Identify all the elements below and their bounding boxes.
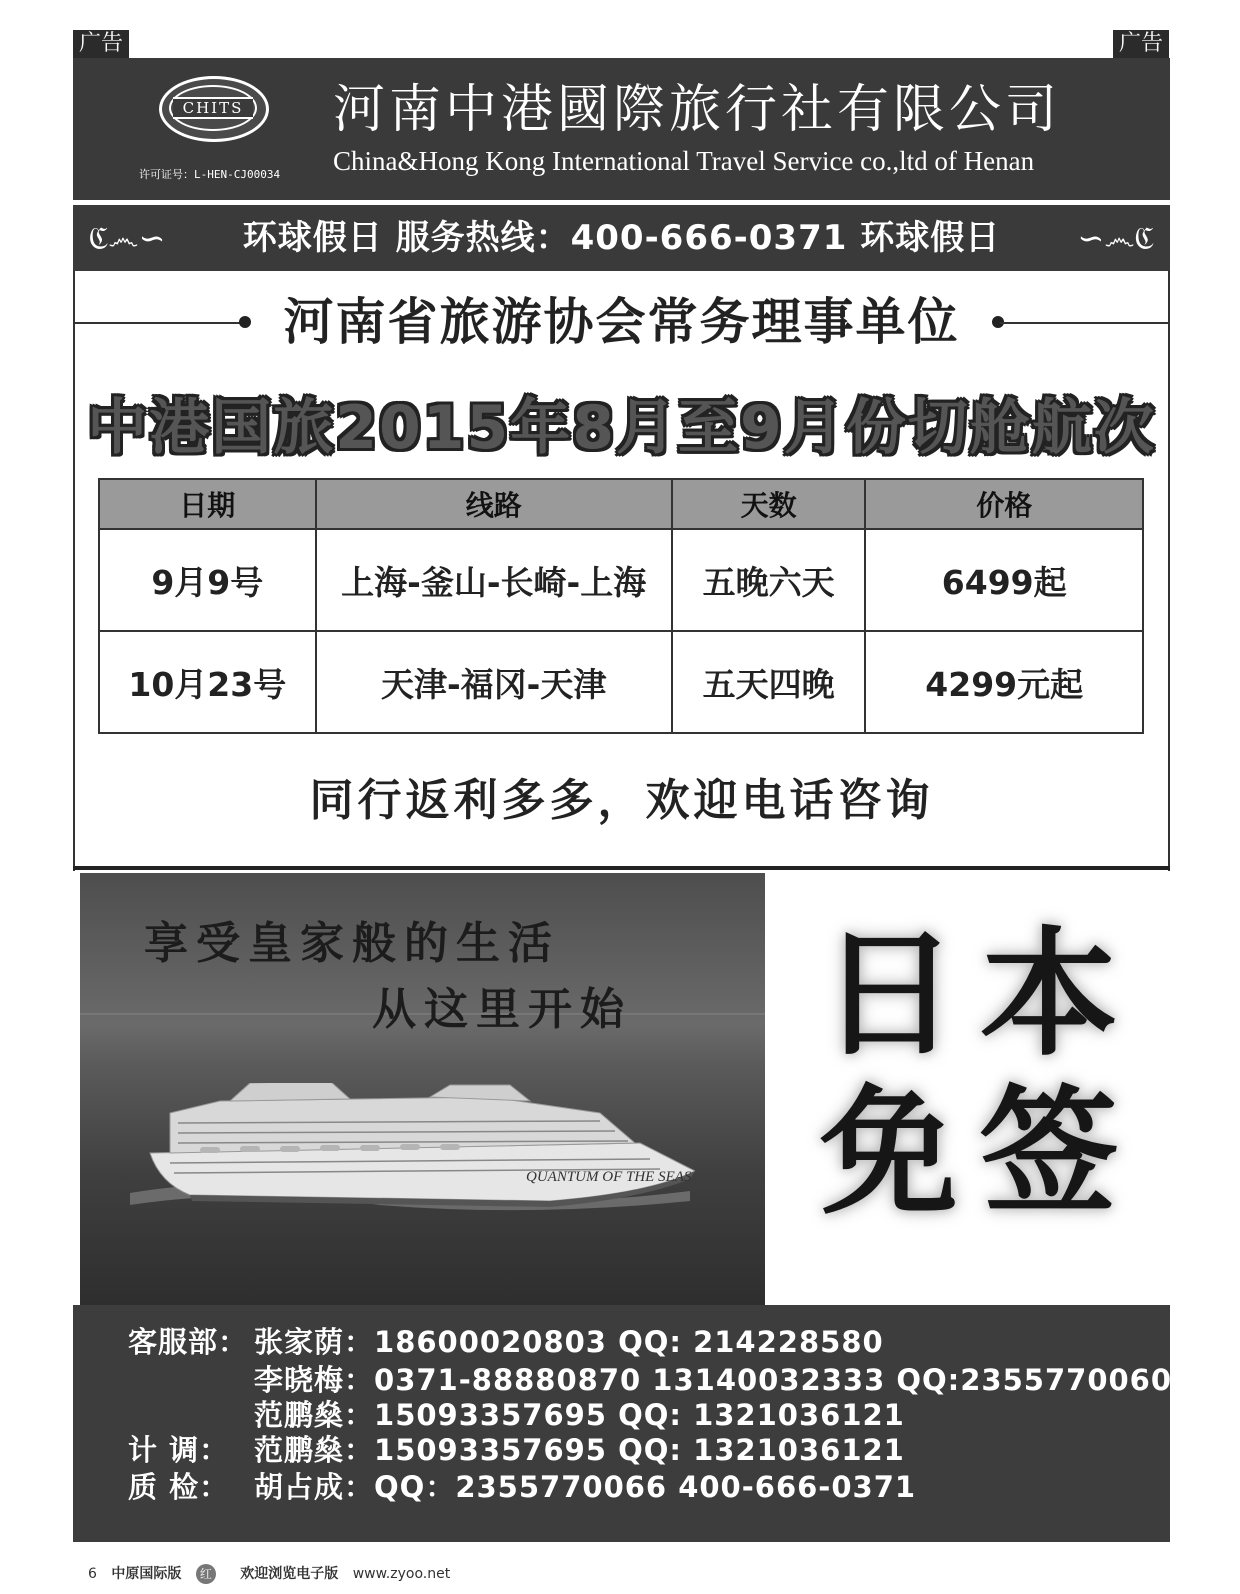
- contact-row: [128, 1325, 884, 1359]
- cell-route: 天津-福冈-天津: [316, 631, 672, 733]
- browse-text: 欢迎浏览电子版: [240, 1566, 339, 1582]
- visa-char: 签: [980, 1072, 1119, 1233]
- cruise-ship-icon: [130, 1083, 695, 1213]
- slogan-line-1: 享受皇家般的生活: [144, 918, 560, 969]
- slogan-line-2: 从这里开始: [372, 984, 632, 1035]
- contact-info: 18600020803 QQ: 214228580: [374, 1325, 884, 1359]
- header-date: 日期: [99, 479, 316, 529]
- cruise-schedule-table: [98, 478, 1144, 734]
- contact-name: 李晓梅：: [254, 1363, 375, 1397]
- header-price: 价格: [865, 479, 1143, 529]
- member-title: 河南省旅游协会常务理事单位: [283, 293, 960, 351]
- logo-text: CHITS: [173, 97, 253, 119]
- contact-row: [128, 1398, 905, 1432]
- welcome-text: 同行返利多多，欢迎电话咨询: [309, 775, 934, 826]
- contact-info: 15093357695 QQ: 1321036121: [374, 1398, 905, 1432]
- contact-name: 胡占成：: [254, 1470, 375, 1504]
- divider-right: [1000, 322, 1170, 324]
- contact-dept: 计 调：: [128, 1433, 230, 1467]
- hotline-text: 环球假日 服务热线：400-666-0371 环球假日: [242, 218, 1001, 258]
- header-days: 天数: [672, 479, 866, 529]
- cell-date: 9月9号: [99, 529, 316, 631]
- ad-tag-right: 广告: [1113, 30, 1169, 58]
- table-row: [99, 631, 1143, 733]
- page-number: 6: [88, 1566, 97, 1582]
- cruise-ship-photo: [80, 873, 765, 1305]
- visa-char: 日: [820, 914, 959, 1075]
- company-name-cn: 河南中港國際旅行社有限公司: [333, 80, 1062, 140]
- contact-dept: 质 检：: [128, 1470, 230, 1504]
- cell-route: 上海-釜山-长崎-上海: [316, 529, 672, 631]
- visa-char: 本: [980, 914, 1119, 1075]
- section-divider: [73, 866, 1170, 870]
- contact-name: 范鹏燊：: [254, 1433, 375, 1467]
- contact-row: [128, 1470, 916, 1504]
- member-title-row: [73, 290, 1170, 354]
- cell-price: 6499起: [865, 529, 1143, 631]
- contact-row: [128, 1433, 905, 1467]
- ad-tag-left: 广告: [73, 30, 129, 58]
- company-header: [73, 58, 1170, 200]
- edition-badge-icon: 红: [196, 1564, 216, 1584]
- contact-name: 范鹏燊：: [254, 1398, 375, 1432]
- cruise-headline: 中港国旅2015年8月至9月份切舱航次: [87, 393, 1156, 463]
- contact-info: QQ：2355770066 400-666-0371: [374, 1470, 917, 1504]
- contact-info: 15093357695 QQ: 1321036121: [374, 1433, 905, 1467]
- contact-info: 0371-88880870 13140032333 QQ:2355770060: [374, 1363, 1173, 1397]
- contact-row: [128, 1363, 1172, 1397]
- contact-name: 张家荫：: [254, 1325, 375, 1359]
- cell-days: 五晚六天: [672, 529, 866, 631]
- page-footer: [88, 1563, 460, 1584]
- table-row: [99, 529, 1143, 631]
- company-name-en: China&Hong Kong International Travel Service co.,ltd of Henan: [333, 146, 1035, 176]
- hotline-bar: [73, 205, 1170, 271]
- cell-days: 五天四晚: [672, 631, 866, 733]
- website-link[interactable]: www.zyoo.net: [352, 1566, 451, 1582]
- contact-panel: [73, 1305, 1173, 1542]
- edition-name: 中原国际版: [111, 1566, 182, 1582]
- visa-char: 免: [820, 1072, 959, 1233]
- license-number: 许可证号：L-HEN-CJ00034: [139, 168, 281, 181]
- header-route: 线路: [316, 479, 672, 529]
- ship-name: QUANTUM OF THE SEAS: [526, 1169, 692, 1185]
- cell-price: 4299元起: [865, 631, 1143, 733]
- ornament-right-icon: ∽෴ℭ: [1077, 219, 1154, 257]
- table-header-row: [99, 479, 1143, 529]
- contact-dept: 客服部：: [128, 1325, 249, 1359]
- ornament-left-icon: ℭ෴∽: [89, 219, 166, 257]
- cell-date: 10月23号: [99, 631, 316, 733]
